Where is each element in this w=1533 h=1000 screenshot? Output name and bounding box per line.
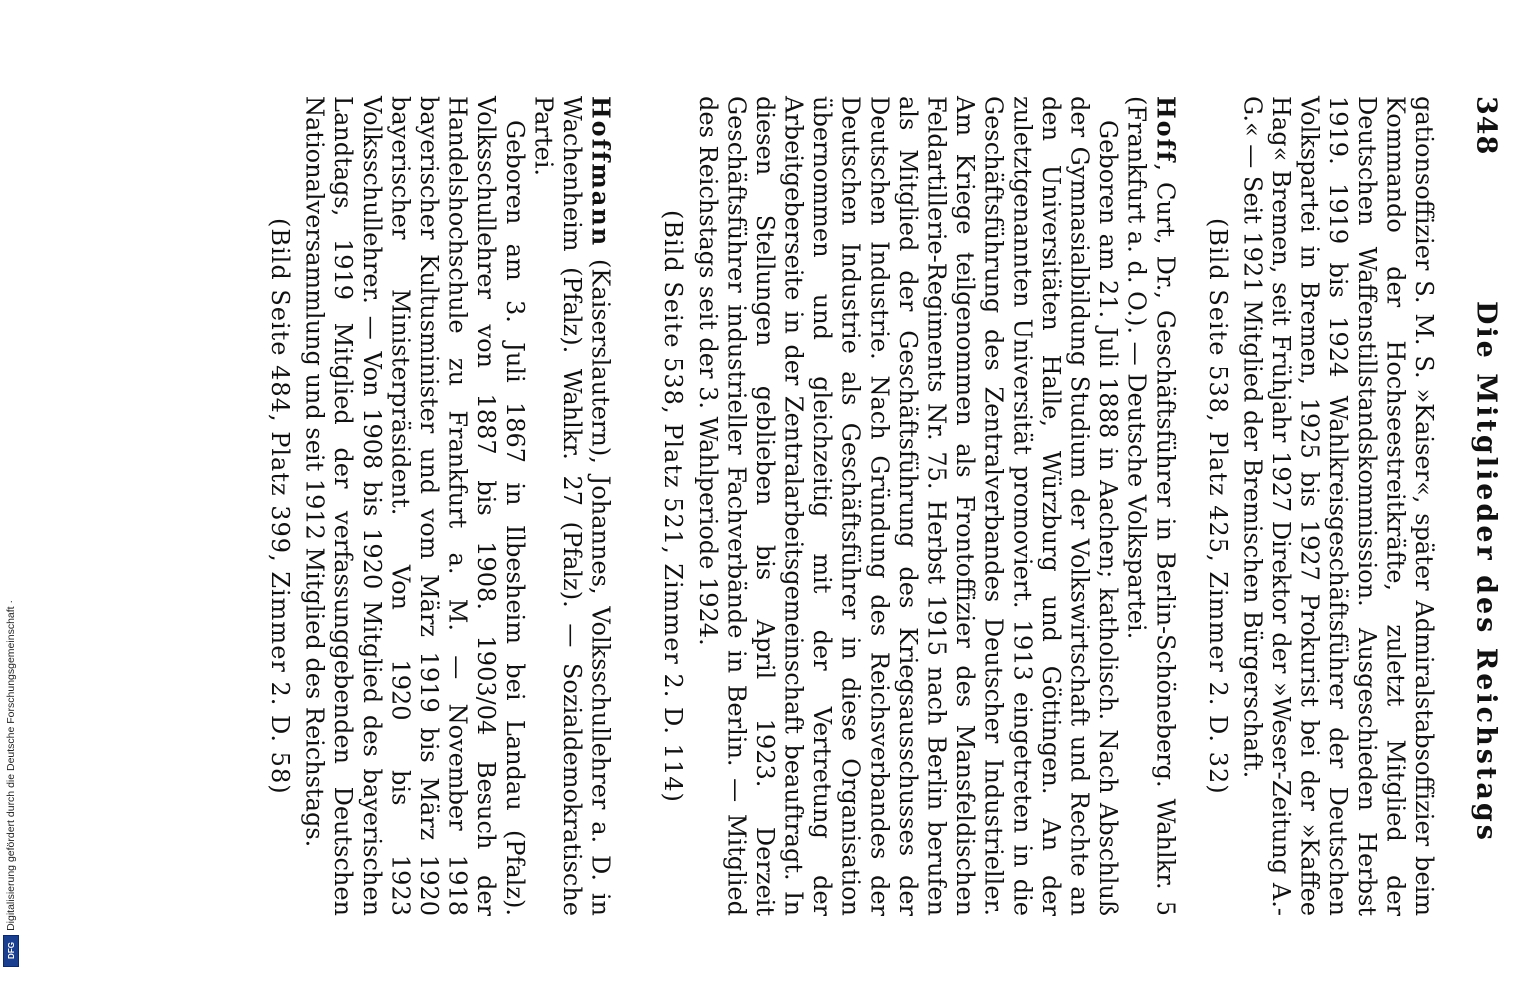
page-header [1456,4,1516,964]
entry-heading [1122,96,1179,916]
entry-surname: Hoffmann [586,96,616,248]
entry-surname: Hoff [1151,96,1181,164]
document-page [76,4,1516,964]
dfg-logo-text: DFG [6,942,16,960]
entry-biography: Geboren am 3. Juli 1867 in Ilbesheim bei Landau (Pfalz). Volksschullehrer von 1887 bis 1908. 1903/04 Besuch der Handelshochschule zu Frankfurt a. M. — November 1918 bayerischer Kultusminister und vom März 1919 bis März 1920 bayerischer Ministerpräsident. Von 1920 bis 1923 Volksschullehrer. — Von 1908 bis 1920 Mitglied des bayerischen Landtags, 1919 Mitglied der verfassunggebenden Deutschen Nationalversammlung und seit 1912 Mitglied des Reichstags. [300,96,529,916]
entry-hoff [659,4,1180,916]
credit-text: Digitalisierung gefördert durch die Deutsche Forschungsgemeinschaft · [5,600,17,931]
entry-reference: (Bild Seite 538, Platz 521, Zimmer 2. D. 114) [659,209,688,803]
entry-heading [529,96,615,916]
entries-block [265,4,1438,964]
entry-biography: Geboren am 21. Juli 1888 in Aachen; katholisch. Nach Abschluß der Gymnasialbildung Studium der Volkswirtschaft und Rechte an den Universitäten Halle, Würzburg und Göttingen. An der zuletztgenannten Universität promoviert. 1913 eingetreten in die Geschäftsführung des Zentralverbandes Deutscher Industrieller. Am Kriege teilgenommen als Frontoffizier des Mansfeldischen Feldartillerie-Regiments Nr. 75. Herbst 1915 nach Berlin berufen als Mitglied der Geschäftsführung des Kriegsausschusses der Deutschen Industrie. Nach Gründung des Reichsverbandes der Deutschen Industrie als Geschäftsführer in diese Organisation übernommen und gleichzeitig mit der Vertretung der Arbeitgeberseite in der Zentralarbeitsgemeinschaft beauftragt. In diesen Stellungen geblieben bis April 1923. Derzeit Geschäftsführer industrieller Fachverbände in Berlin. — Mitglied des Reichstags seit der 3. Wahlperiode 1924. [693,96,1123,916]
entry-continuation-text: gationsoffizier S. M. S. »Kaiser«, später Admiralstabsoffizier beim Kommando der Hochseestreitkräfte, zuletzt Mitglied der Deutschen Waffenstillstandskommission. Ausgeschieden Herbst 1919. 1919 bis 1924 Wahlkreisgeschäftsführer der Deutschen Volkspartei in Bremen, 1925 bis 1927 Prokurist bei der »Kaffee Hag« Bremen, seit Frühjahr 1927 Direktor der »Weser-Zeitung A.-G.« — Seit 1921 Mitglied der Bremischen Bürgerschaft. [1238,96,1438,916]
entry-heading-rest: (Kaiserslautern), Johannes, Volksschullehrer a. D. in Wachenheim (Pfalz). Wahlkr. 27 (Pfalz). — Sozialdemokratische Partei. [529,96,615,916]
dfg-logo [3,935,19,967]
funding-credit [0,600,22,1000]
entry-reference: (Bild Seite 538, Platz 425, Zimmer 2. D. 32) [1203,217,1232,795]
entry-hoffmann [265,4,614,916]
page-number: 348 [1470,96,1502,156]
entry-previous [1203,4,1438,916]
entry-reference: (Bild Seite 484, Platz 399, Zimmer 2. D. 58) [266,217,295,795]
entry-heading-rest: , Curt, Dr., Geschäftsführer in Berlin-Schöneberg. Wahlkr. 5 (Frankfurt a. d. O.). — Deutsche Volkspartei. [1122,96,1180,916]
running-head: Die Mitglieder des Reichstags [1470,301,1502,844]
